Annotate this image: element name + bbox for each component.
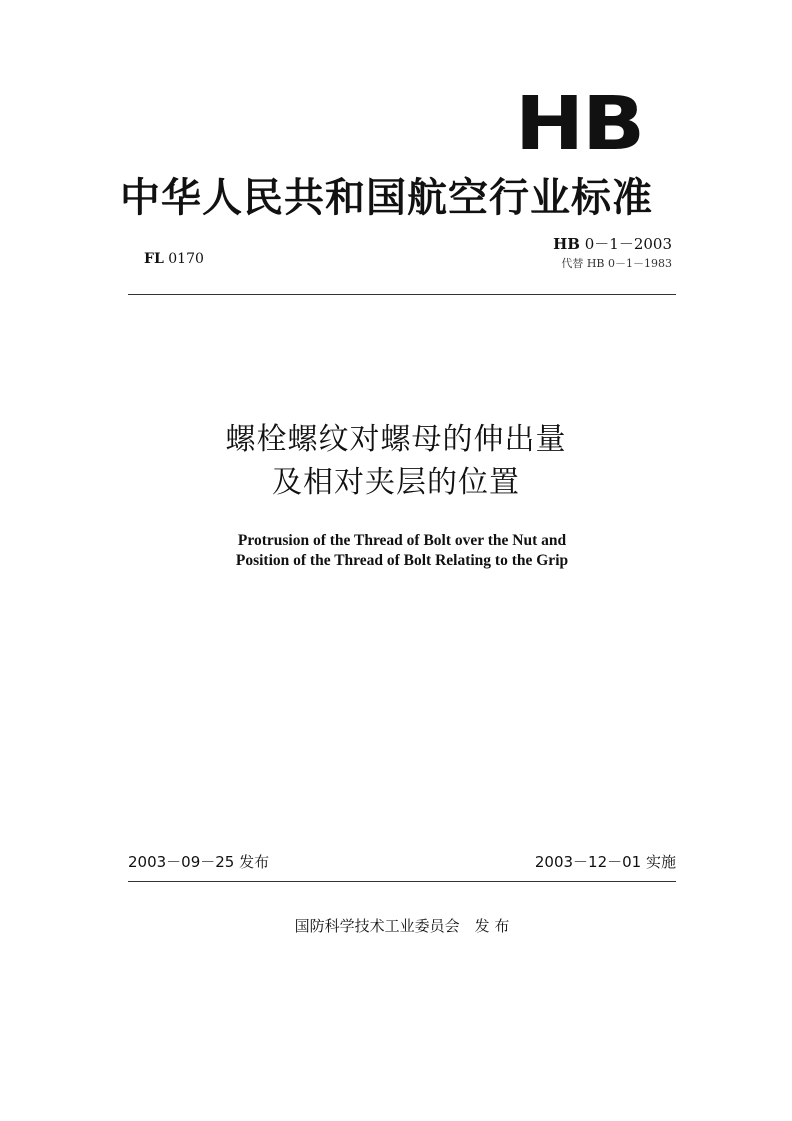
english-title-line-2: Position of the Thread of Bolt Relating to the Grip [235,552,569,569]
org-title: 中华人民共和国航空行业标准 [120,175,653,221]
hb-logo: HB [514,81,643,167]
classification-code-number: 0170 [168,251,204,267]
standard-number-prefix: HB [553,235,580,253]
english-title-line-1: Protrusion of the Thread of Bolt over the Nut and [237,532,567,549]
classification-code-prefix: FL [144,251,164,267]
header-divider [128,294,676,295]
effective-date: 2003－12－01 实施 [534,853,676,871]
replaces-standard: 代替 HB 0－1－1983 [561,257,672,270]
standard-number-value: 0－1－2003 [584,235,672,253]
chinese-title-line-1: 螺栓螺纹对螺母的伸出量 [225,422,567,457]
classification-code [144,250,204,268]
publisher: 国防科学技术工业委员会 发 布 [294,917,510,935]
issue-date: 2003－09－25 发布 [128,853,270,871]
standard-number [553,234,672,254]
footer-divider [128,881,676,882]
chinese-title-line-2: 及相对夹层的位置 [272,465,520,500]
